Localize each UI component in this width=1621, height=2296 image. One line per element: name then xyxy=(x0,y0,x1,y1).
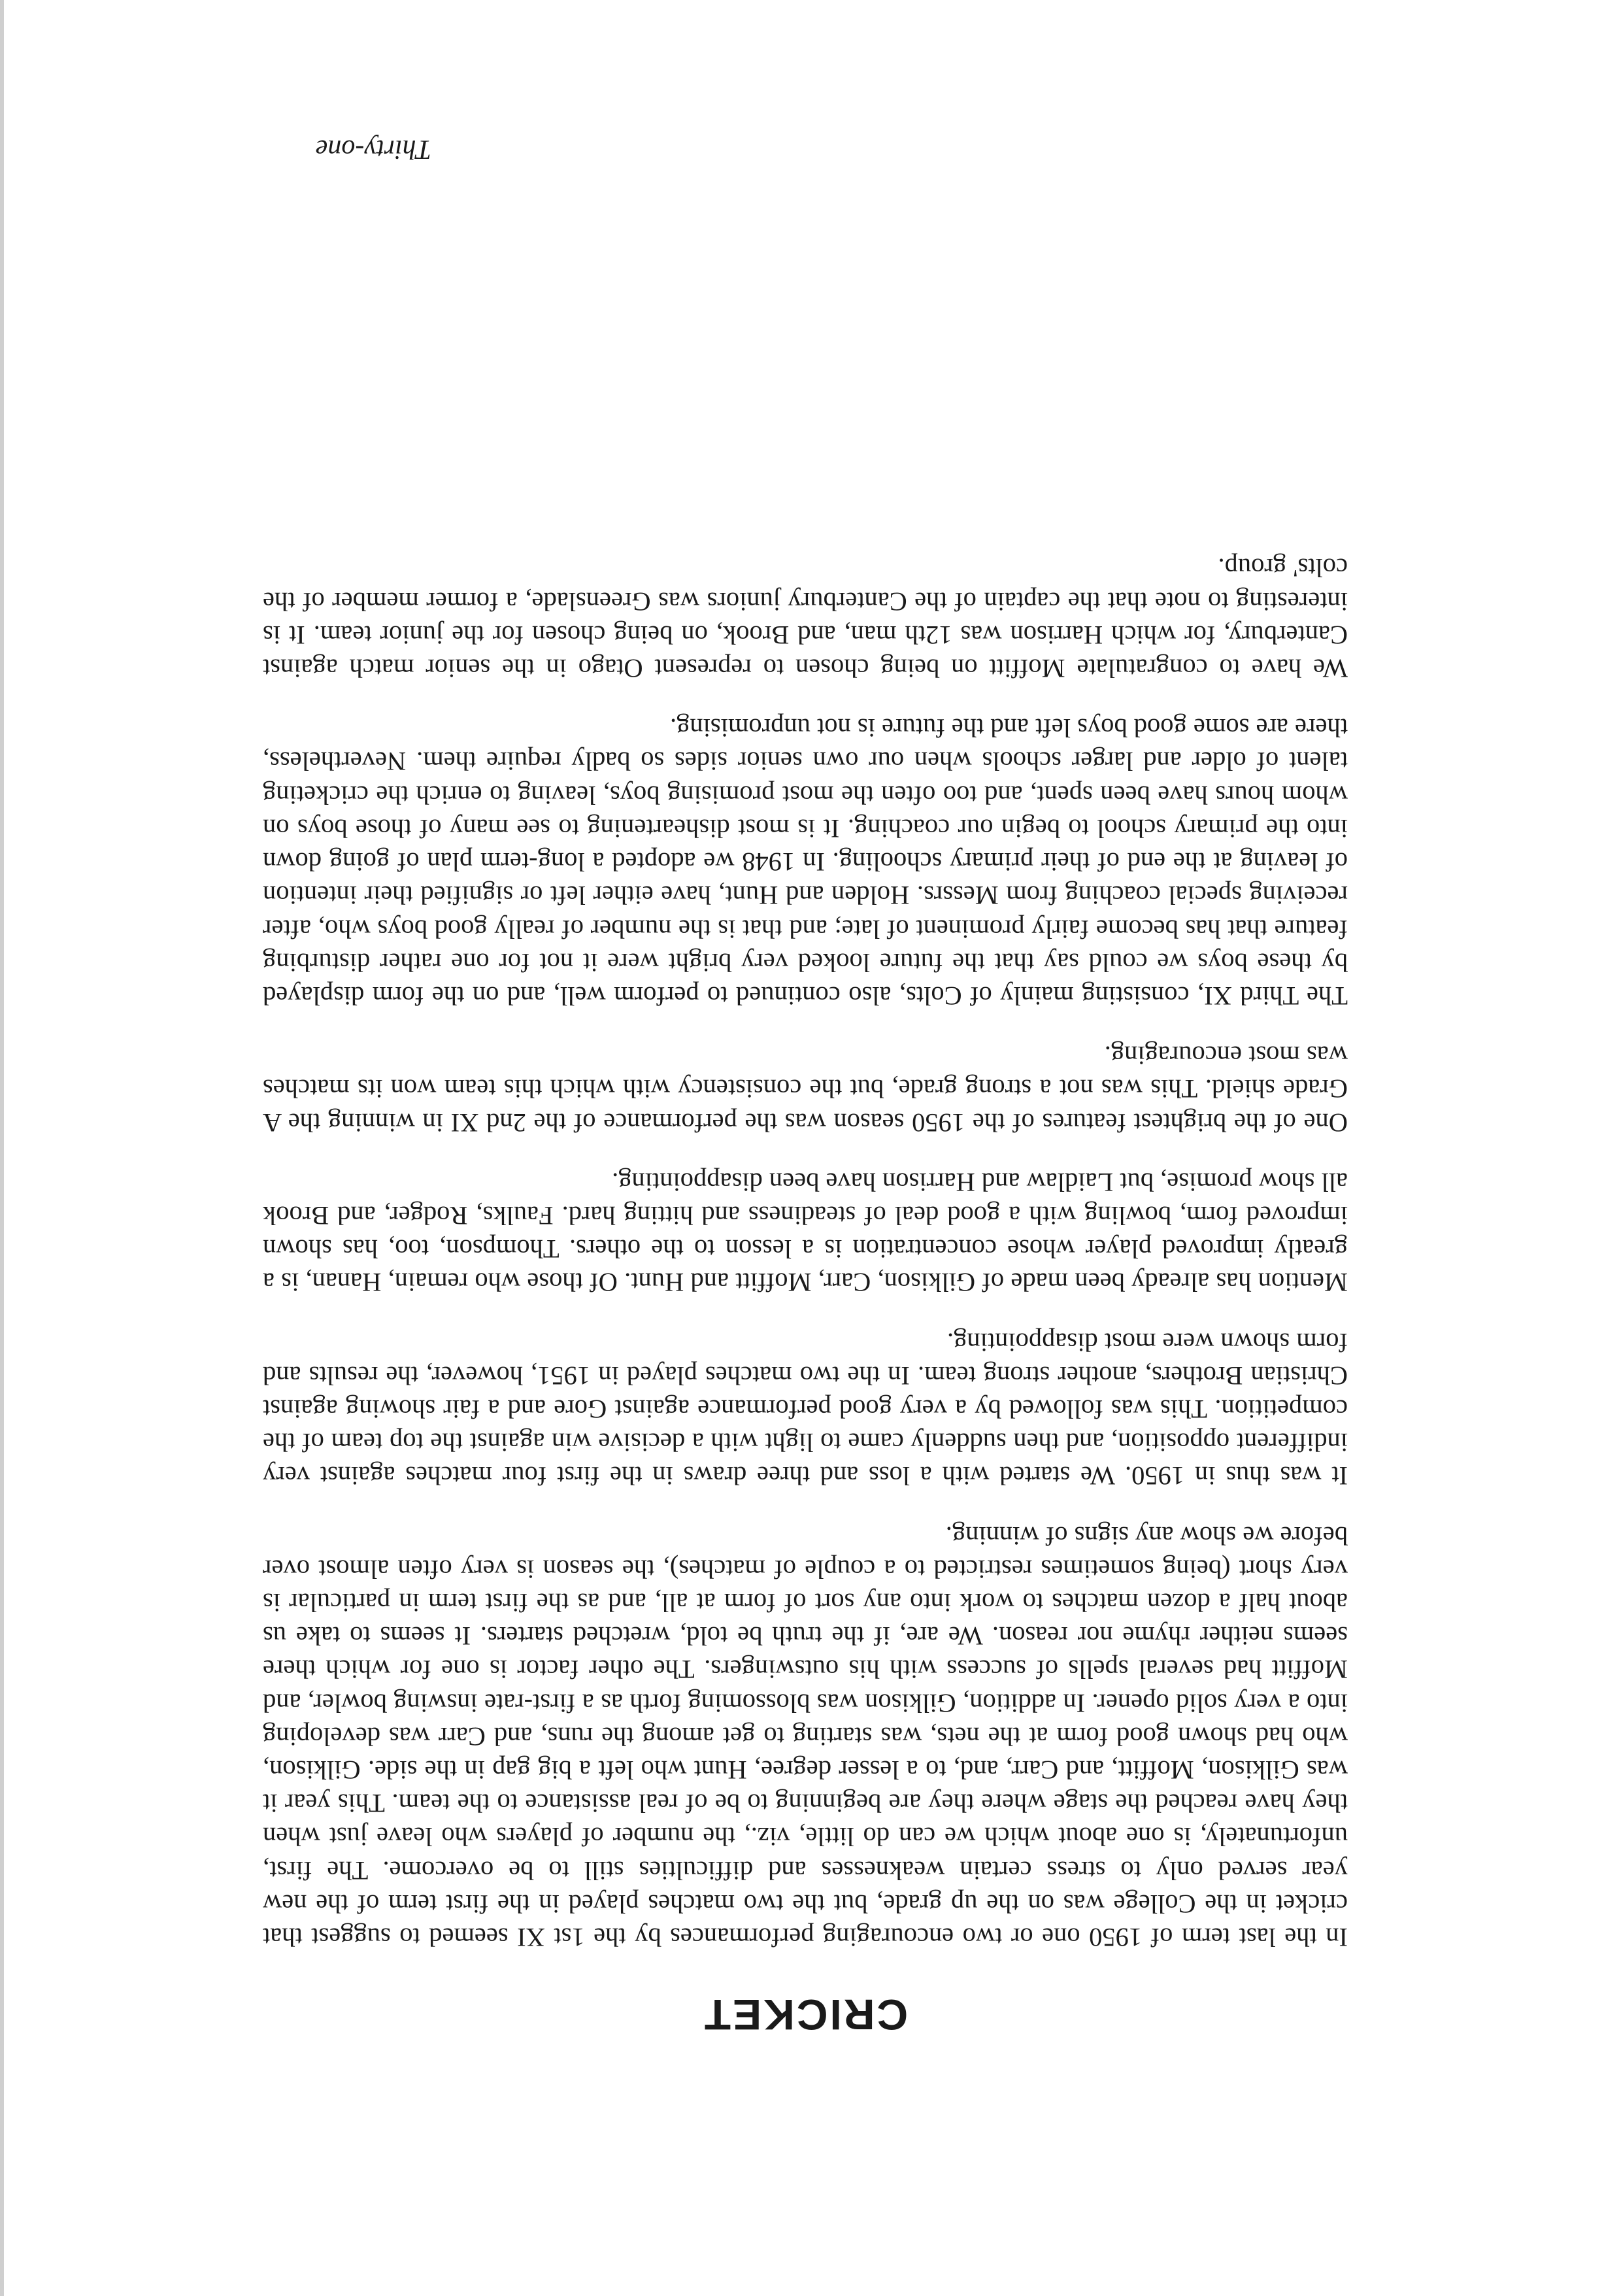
paragraph-6: We have to congratulate Moffitt on being chosen to represent Otago in the senior match against Canterbury, for which Harrison was 12th man, and Brook, on being chosen for the junior team. It is interesting to note that the captain of the Canterbury juniors was Greenslade, a former member of the colts' group. xyxy=(263,553,1348,684)
paragraph-3: Mention has already been made of Gilkison, Carr, Moffitt and Hunt. Of those who remain, Hanan, is a greatly improved player whose concentration is a lesson to the others. Thompson, too, has shown improved form, bowling with a good deal of steadiness and hitting hard. Faulks, Rodger, and Brook all show promise, but Laidlaw and Harrison have been disappointing. xyxy=(263,1167,1348,1298)
paragraph-1: In the last term of 1950 one or two encouraging performances by the 1st XI seemed to suggest that cricket in the College was on the up grade, but the two matches played in the first term of the new year served only to stress certain weaknesses and difficulties still to be overcome. The first, unfortunately, is one about which we can do little, viz., the number of players who leave just when they have reached the stage where they are beginning to be of real assistance to the team. This year it was Gilkison, Moffitt, and Carr, and, to a lesser degree, Hunt who left a big gap in the side. Gilkison, who had shown good form at the nets, was starting to get among the runs, and Carr was developing into a very solid opener. In addition, Gilkison was blossoming forth as a first-rate inswing bowler, and Moffitt had several spells of success with his outswingers. The other factor is one for which there seems neither rhyme nor reason. We are, if the truth be told, wretched starters. It seems to take us about half a dozen matches to work into any sort of form at all, and as the first term in particular is very short (being sometimes restricted to a couple of matches), the season is very often almost over before we show any signs of winning. xyxy=(263,1521,1348,1952)
paragraph-2: It was thus in 1950. We started with a loss and three draws in the first four matches against very indifferent opposition, and then suddenly came to light with a decisive win against the top team of the competition. This was followed by a very good performance against Gore and a fair showing against Christian Brothers, another strong team. In the two matches played in 1951, however, the results and form shown were most disappointing. xyxy=(263,1327,1348,1491)
page-title: CRICKET xyxy=(702,1991,909,2039)
article-body xyxy=(263,525,1348,2038)
page-number: Thirty-one xyxy=(315,134,431,164)
paragraph-4: One of the brightest features of the 1950 season was the performance of the 2nd XI in winning the A Grade shield. This was not a strong grade, but the consistency with which this team won its matches was most encouraging. xyxy=(263,1041,1348,1138)
paragraph-5: The Third XI, consisting mainly of Colts, also continued to perform well, and on the form displayed by these boys we could say that the future looked very bright were it not for one rather disturbing feature that has become fairly prominent of late; and that is the number of really good boys who, after receiving special coaching from Messrs. Holden and Hunt, have either left or signified their intention of leaving at the end of their primary schooling. In 1948 we adopted a long-term plan of going down into the primary school to begin our coaching. It is most disheartening to see many of those boys on whom hours have been spent, and too often the most promising boys, leaving to enrich the cricketing talent of older and larger schools when our own senior sides so badly require them. Nevertheless, there are some good boys left and the future is not unpromising. xyxy=(263,713,1348,1011)
